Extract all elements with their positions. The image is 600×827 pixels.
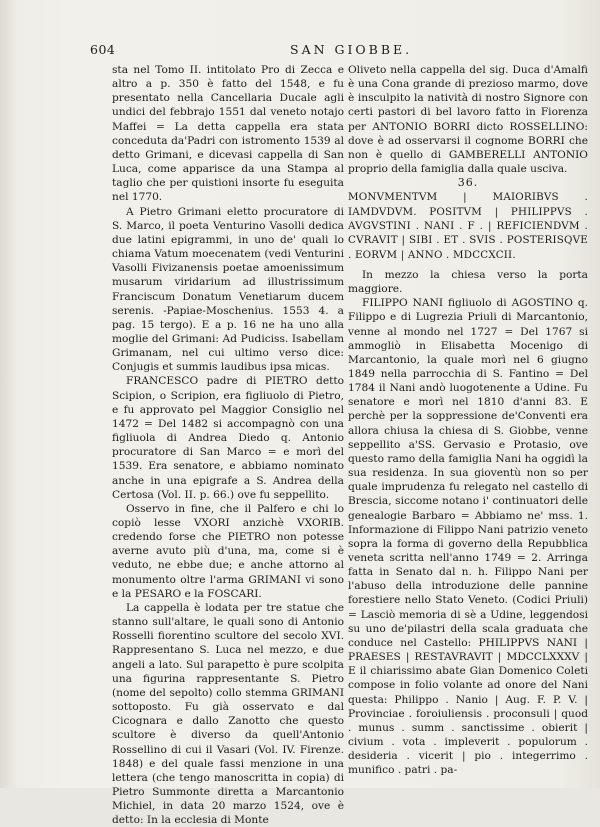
paragraph: Oliveto nella cappella del sig. Duca d'Amalfi è una Cona grande di prezioso marmo, dove è insculpito la natività di nostro Signore con certi pastori di bel lavoro fatto in Fiorenza per ANTONIO BORRI dicto ROSSELLINO: dove è ad osservarsi il cognome BORRI che non è quello di GAMBERELLI ANTONIO proprio della famiglia dalla quale usciva. xyxy=(348,64,588,176)
page-header xyxy=(0,42,600,62)
paragraph: La cappella è lodata per tre statue che stanno sull'altare, le quali sono di Antonio Rosselli fiorentino scultore del secolo XVI. Rappresentano S. Luca nel mezzo, e due angeli a lato. Sul parapetto è pure scolpita una figurina rappresentante S. Pietro (nome del sepolto) collo stemma GRIMANI sottoposto. Fu già osservato e dal Cicognara e dallo Zanotto che questo scultore è diverso da quell'Antonio Rossellino di cui il Vasari (Vol. IV. Firenze. 1848) e del quale fassi menzione in una lettera (che tengo manoscritta in copia) di Pietro Summonte diretta a Marcantonio Michiel, in data 20 marzo 1524, ove è detto: In la ecclesia di Monte xyxy=(112,601,344,827)
paragraph: Osservo in fine, che il Palfero e chi lo copiò lesse VXORI anzichè VXORIB. credendo forse che PIETRO non potesse averne avuto più d'una, ma, come si è veduto, ne ebbe due; e anche attorno al monumento oltre l'arma GRIMANI vi sono e la PESARO e la FOSCARI. xyxy=(112,502,344,600)
left-column xyxy=(112,63,344,827)
paragraph: A Pietro Grimani eletto procuratore di S. Marco, il poeta Venturino Vasolli dedica due latini epigrammi, in uno de' quali lo chiama Vatum moecenatem (vedi Venturini Vasolli Fivizanensis poetae amoenissimum musarum viridarium ad illustrissimum Franciscum Donatum Venetiarum ducem serenis. -Papiae-Moschenius. 1553 4. a pag. 15 tergo). E a p. 16 ne ha uno alla moglie del Grimani: Ad Pudiciss. Isabellam Grimanam, nel cui ultimo verso dice: Conjugis et summis laudibus ipsa micas. xyxy=(112,205,344,374)
section-number: 36. xyxy=(457,176,479,190)
running-title: SAN GIOBBE. xyxy=(290,42,413,57)
paragraph: FRANCESCO padre di PIETRO detto Scipion, o Scripion, era figliuolo di Pietro, e fu approvato pel Maggior Consiglio nel 1472 = Del 1482 si accompagnò con una figliuola di Andrea Diedo q. Antonio procuratore di San Marco = e morì del 1539. Era senatore, e abbiamo nominato anche in una epigrafe a S. Andrea della Certosa (Vol. II. p. 66.) ove fu seppellito. xyxy=(112,375,344,501)
page-number: 604 xyxy=(90,42,116,57)
paragraph: sta nel Tomo II. intitolato Pro di Zecca e altro a p. 350 è fatto del 1548, e fu presentato nella Cancellaria Ducale agli undici del febbrajo 1551 dal veneto notajo Maffei = La detta cappella era stata conceduta da'Padri con istromento 1539 al detto Grimani, e dicevasi cappella di San Luca, come apparisce da una Stampa al taglio che per quistioni insorte fu eseguita nel 1770. xyxy=(112,64,344,204)
paragraph: FILIPPO NANI figliuolo di AGOSTINO q. Filippo e di Lugrezia Priuli di Marcantonio, venne al mondo nel 1727 = Del 1767 si ammogliò in Elisabetta Mocenigo di Marcantonio, la quale morì nel 6 giugno 1849 nella parrocchia di S. Fantino = Del 1784 il Nani andò luogotenente a Udine. Fu senatore e morì nel 1810 d'anni 83. E perchè per la soppressione de'Conventi era allora chiusa la chiesa di S. Giobbe, venne seppellito a'SS. Gervasio e Protasio, ove questo ramo della famiglia Nani ha oggidì la sua residenza. In sua gioventù non so per quale imprudenza fu relegato nel castello di Brescia, siccome notano i' continuatori delle genealogie Barbaro = Abbiamo ne' mss. 1. Informazione di Filippo Nani patrizio veneto sopra la forma di governo della Repubblica veneta scritta nell'anno 1749 = 2. Arringa fatta in Senato dal n. h. Filippo Nani per l'abuso della introduzione delle pannine forestiere nello Stato Veneto. (Codici Priuli) = Lasciò memoria di sè a Udine, leggendosi su uno de'pilastri della scala graduata che conduce nel Castello: PHILIPPVS NANI | PRAESES | RESTAVRAVIT | MDCCLXXXV | E il chiarissimo abate Gian Domenico Coleti compose in folio volante ad onore del Nani questa: Philippo . Nanio | Aug. F. P. V. | Provinciae . foroiuliensis . proconsuli | quod . munus . summ . sanctissime . obierit | civium . vota . impleverit . populorum . desideria . vicerit | pio . integerrimo . munifico . patri . pa- xyxy=(348,297,588,777)
paragraph: In mezzo la chiesa verso la porta maggiore. xyxy=(348,268,588,296)
inscription: MONVMENTVM | MAIORIBVS . IAMDVDVM. POSITVM | PHILIPPVS . AVGVSTINI . NANI . F . | REFICIENDVM . CVRAVIT | SIBI . ET . SVIS . POSTERISQVE . EORVM | ANNO . MDCCXCII. xyxy=(348,191,588,261)
right-column xyxy=(348,63,588,778)
